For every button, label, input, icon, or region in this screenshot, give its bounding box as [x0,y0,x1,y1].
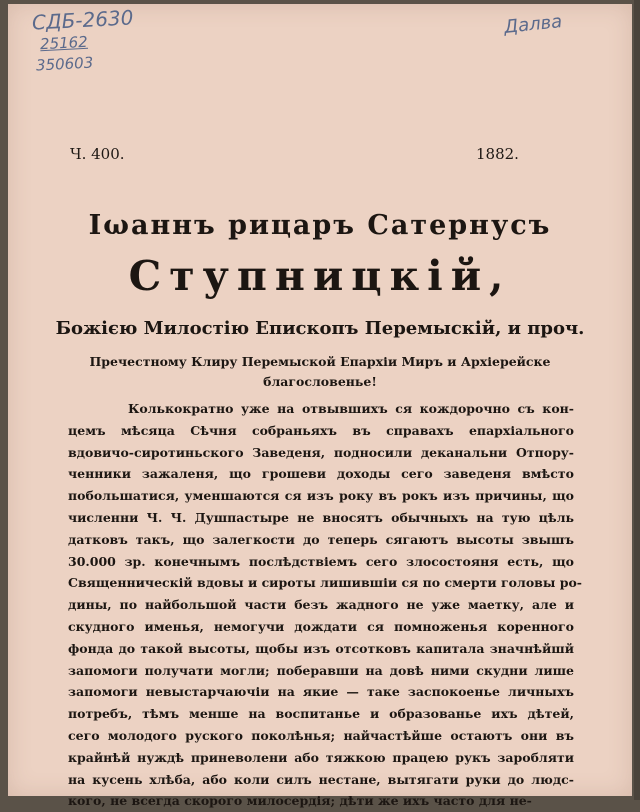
title-line-2: Ступницкій, [128,252,512,300]
body-line: кого, не всегда скорого милосердія; дѣти же ихъ часто для не- [68,793,532,809]
archive-code-stamp: СДБ-2630 [31,5,134,35]
body-line: дины, по найбольшой части безъ жадного не уже маетку, але и [68,597,574,613]
body-line: датковъ такъ, що залегкости до теперь сягаютъ высоты звышъ [68,531,574,547]
body-line: вдовичо-сиротиньского Заведеня, подносили деканальни Отпору- [68,444,574,460]
reference-number: Ч. 400. [70,145,125,163]
body-line: побольшатися, уменшаются ся изъ року въ рокъ изъ причины, що [68,488,574,504]
body-line: ченники зажаленя, що грошеви доходы сего заведеня вмѣсто [68,466,574,482]
handwritten-note: Далва [503,11,564,38]
body-text [68,398,582,812]
body-line: потребъ, тѣмъ менше на воспитанье и образованье ихъ дѣтей, [68,706,574,722]
scan-edge [634,0,640,800]
body-line: скудного именья, немогучи дождати ся помноженья коренного [68,618,574,634]
body-line: фонда до такой высоты, щобы изъ отсотковъ капитала значнѣйшй [68,640,574,656]
subtitle: Божією Милостію Епископъ Перемыскій, и проч. [55,318,585,339]
greeting-line-2: благословенье! [263,374,377,389]
body-line: Колькократно уже на отвывшихъ ся кождорочно съ кон- [128,401,574,416]
archive-number-stamp: 25162 [39,32,89,54]
document-year: 1882. [476,145,519,163]
body-line: крайнѣй нуждѣ приневолени або тяжкою працею рукъ заробляти [68,749,574,765]
body-line: Священническій вдовы и сироты лишившіи ся по смерти головы ро- [68,575,582,591]
greeting [70,352,570,392]
body-line: численни Ч. Ч. Душпастыре не вносятъ обычныхъ на тую цѣль [68,509,574,525]
greeting-line-1: Пречестному Клиру Перемыской Епархіи Миръ и Архіерейске [89,354,551,369]
body-line: 30.000 зр. конечнымъ послѣдствіемъ сего злосостояня есть, що [68,553,574,569]
body-line: запомоги невыстарчаючіи на якие — таке заспокоенье личныхъ [68,684,574,700]
archive-number-stamp-2: 350603 [35,53,94,75]
body-line: цемъ мѣсяца Сѣчня собраньяхъ въ справахъ епархіального [68,422,574,438]
title-line-1: Іωаннъ рицаръ Сатернусъ [88,210,552,241]
body-line: сего молодого руского поколѣнья; найчастѣйше остаютъ они въ [68,727,574,743]
body-line: запомоги получати могли; поберавши на довѣ ними скудни лише [68,662,574,678]
body-line: на кусень хлѣба, або коли силъ нестане, вытягати руки до людс- [68,771,574,787]
